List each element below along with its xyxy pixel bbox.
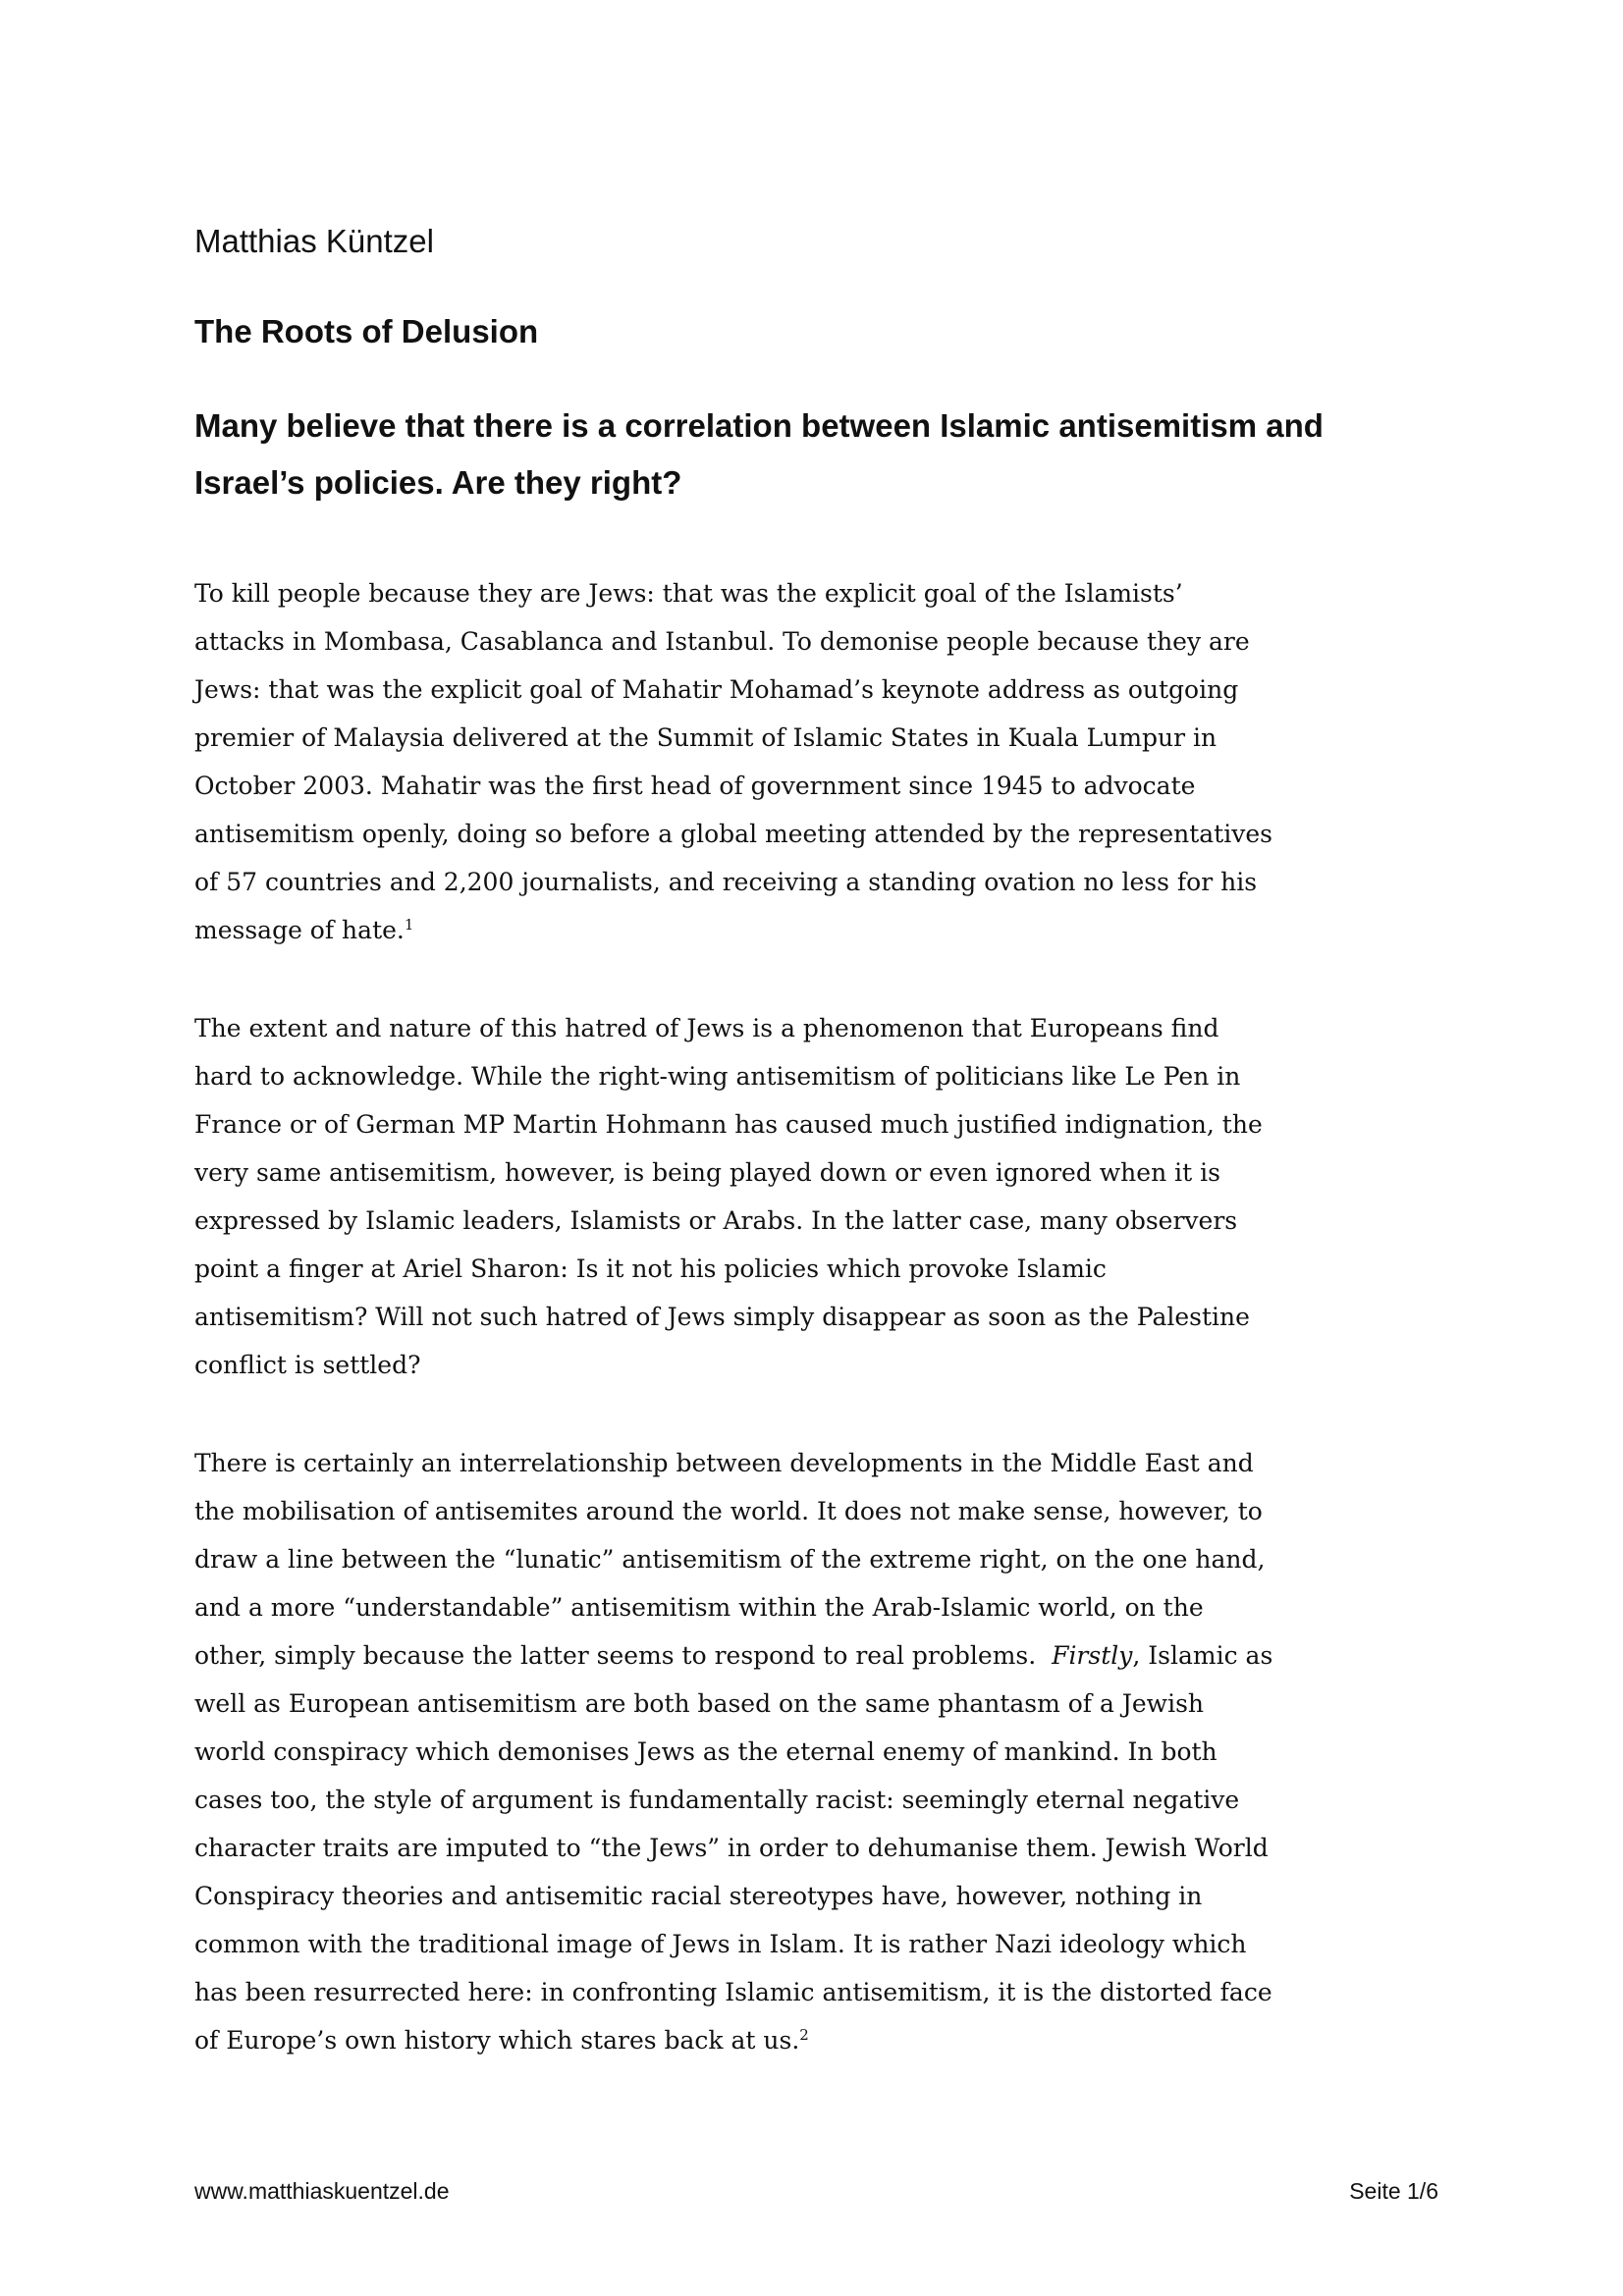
paragraph-line: [194, 1631, 1422, 1680]
paragraph-line: antisemitism openly, doing so before a global meeting attended by the representatives: [194, 820, 1272, 848]
article-subtitle: [194, 398, 1373, 511]
paragraph-line: world conspiracy which demonises Jews as the eternal enemy of mankind. In both: [194, 1737, 1217, 1766]
paragraph-line: attacks in Mombasa, Casablanca and Istanbul. To demonise people because they are: [194, 627, 1250, 656]
paragraph-line: draw a line between the “lunatic” antisemitism of the extreme right, on the one hand,: [194, 1545, 1266, 1574]
paragraph-line: point a finger at Ariel Sharon: Is it not his policies which provoke Islamic: [194, 1255, 1107, 1283]
paragraph-line: [194, 906, 1422, 954]
paragraph-line-text: message of hate.: [194, 916, 405, 944]
paragraph-line: the mobilisation of antisemites around the world. It does not make sense, however, to: [194, 1497, 1263, 1525]
paragraph-line: To kill people because they are Jews: that was the explicit goal of the Islamists’: [194, 579, 1183, 608]
paragraph-line: [194, 2016, 1422, 2064]
paragraph-line: has been resurrected here: in confronting Islamic antisemitism, it is the distorted face: [194, 1978, 1272, 2006]
paragraph-line: common with the traditional image of Jews in Islam. It is rather Nazi ideology which: [194, 1930, 1247, 1958]
paragraph-line: and a more “understandable” antisemitism within the Arab-Islamic world, on the: [194, 1593, 1204, 1622]
emphasis-text: Firstly: [1052, 1641, 1133, 1670]
article-title: The Roots of Delusion: [194, 313, 539, 349]
footnote-marker[interactable]: 1: [404, 916, 414, 934]
footer-page-number: Seite 1/6: [1349, 2178, 1438, 2204]
paragraph-line: France or of German MP Martin Hohmann has caused much justified indignation, the: [194, 1110, 1263, 1139]
paragraph-line: October 2003. Mahatir was the first head of government since 1945 to advocate: [194, 772, 1196, 800]
footer-website-link[interactable]: www.matthiaskuentzel.de: [194, 2178, 450, 2204]
paragraph-line-text: other, simply because the latter seems to respond to real problems.: [194, 1641, 1053, 1670]
paragraph-line: conflict is settled?: [194, 1351, 421, 1379]
paragraph-line-text: , Islamic as: [1132, 1641, 1273, 1670]
paragraph-line: cases too, the style of argument is fundamentally racist: seemingly eternal negative: [194, 1786, 1240, 1814]
subtitle-line: Many believe that there is a correlation between Islamic antisemitism and: [194, 407, 1324, 444]
body-paragraph: [194, 1439, 1422, 2064]
paragraph-line: premier of Malaysia delivered at the Summit of Islamic States in Kuala Lumpur in: [194, 723, 1217, 752]
paragraph-line: Jews: that was the explicit goal of Mahatir Mohamad’s keynote address as outgoing: [194, 675, 1239, 704]
subtitle-line: Israel’s policies. Are they right?: [194, 464, 682, 501]
paragraph-line: of 57 countries and 2,200 journalists, and receiving a standing ovation no less for his: [194, 868, 1258, 896]
paragraph-line: antisemitism? Will not such hatred of Jews simply disappear as soon as the Palestine: [194, 1303, 1250, 1331]
paragraph-line: very same antisemitism, however, is being played down or even ignored when it is: [194, 1158, 1220, 1187]
paragraph-line: hard to acknowledge. While the right-wing antisemitism of politicians like Le Pen in: [194, 1062, 1241, 1091]
paragraph-line-text: of Europe’s own history which stares back at us.: [194, 2026, 800, 2055]
footnote-marker[interactable]: 2: [799, 2026, 809, 2044]
body-paragraph: [194, 1004, 1422, 1389]
paragraph-line: expressed by Islamic leaders, Islamists or Arabs. In the latter case, many observers: [194, 1206, 1238, 1235]
paragraph-line: Conspiracy theories and antisemitic racial stereotypes have, however, nothing in: [194, 1882, 1203, 1910]
paragraph-line: There is certainly an interrelationship between developments in the Middle East and: [194, 1449, 1254, 1477]
author-name: Matthias Küntzel: [194, 223, 434, 259]
paragraph-line: The extent and nature of this hatred of Jews is a phenomenon that Europeans find: [194, 1014, 1219, 1042]
body-paragraph: [194, 569, 1422, 954]
paragraph-line: character traits are imputed to “the Jews” in order to dehumanise them. Jewish World: [194, 1834, 1269, 1862]
paragraph-line: well as European antisemitism are both based on the same phantasm of a Jewish: [194, 1689, 1205, 1718]
